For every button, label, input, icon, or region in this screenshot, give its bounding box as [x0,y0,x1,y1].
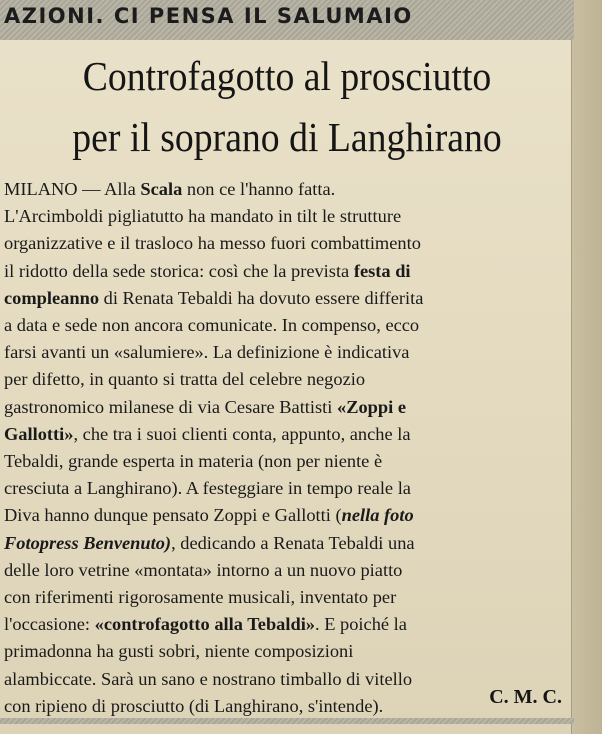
bold-run: «controfagotto alla Tebaldi» [94,614,316,635]
body-line: con riferimenti rigorosamente musicali, inventato per [4,587,397,608]
author-signature: C. M. C. [489,686,562,708]
bold-run: «Zoppi e [337,396,406,417]
headline-line-2: per il soprano di Langhirano [72,114,502,160]
body-line: organizzative e il trasloco ha messo fuori combattimento [4,233,421,254]
bold-run: Scala [140,179,183,199]
italic-run: Fotopress Benvenuto) [4,532,172,553]
body-line: L'Arcimboldi pigliatutto ha mandato in tilt le strutture [4,206,402,227]
kicker-bar [0,0,574,40]
text-run: , dedicando a Renata Tebaldi una [171,532,415,553]
body-line: a data e sede non ancora comunicate. In compenso, ecco [4,315,420,336]
headline [23,46,551,168]
bold-run: Gallotti» [4,423,74,444]
text-run: gastronomico milanese di via Cesare Battisti [4,396,337,417]
text-run: il ridotto della sede storica: così che la prevista [4,260,354,281]
body-line: alambiccate. Sarà un sano e nostrano timballo di vitello [4,668,413,689]
adjacent-column-edge [571,0,602,734]
body-line [4,394,570,421]
text-run: l'occasione: [4,614,95,635]
body-line: per difetto, in quanto si tratta del celebre negozio [4,369,366,390]
body-line [4,421,570,448]
bold-run: compleanno [4,287,100,308]
text-run: non ce l'hanno fatta. [182,179,336,199]
body-line: primadonna ha gusti sobri, niente composizioni [4,641,354,662]
bottom-rule [0,718,574,724]
body-line [4,258,570,285]
text-run: , che tra i suoi clienti conta, appunto, anche la [73,423,411,444]
bold-run: festa di [353,260,411,281]
body-line [4,285,570,312]
body-line: farsi avanti un «salumiere». La definizione è indicativa [4,342,410,363]
body-line [4,530,570,557]
text-run: Diva hanno dunque pensato Zoppi e Gallotti ( [4,505,342,526]
italic-run: nella foto [341,505,414,526]
body-line: cresciuta a Langhirano). A festeggiare in tempo reale la [4,478,411,499]
headline-line-1: Controfagotto al prosciutto [82,53,492,99]
body-line: con ripieno di prosciutto (di Langhirano, s'intende). [4,695,384,716]
text-run: . E poiché la [315,614,407,635]
body-line: delle loro vetrine «montata» intorno a un nuovo piatto [4,559,403,580]
kicker-text: AZIONI. CI PENSA IL SALUMAIO [4,4,413,28]
body-line [4,176,570,203]
body-line [4,502,570,529]
body-line [4,611,570,638]
body-line: Tebaldi, grande esperta in materia (non per niente è [4,451,383,472]
text-run: MILANO — Alla [4,179,141,199]
article-body [4,176,570,720]
text-run: di Renata Tebaldi ha dovuto essere differita [99,287,424,308]
